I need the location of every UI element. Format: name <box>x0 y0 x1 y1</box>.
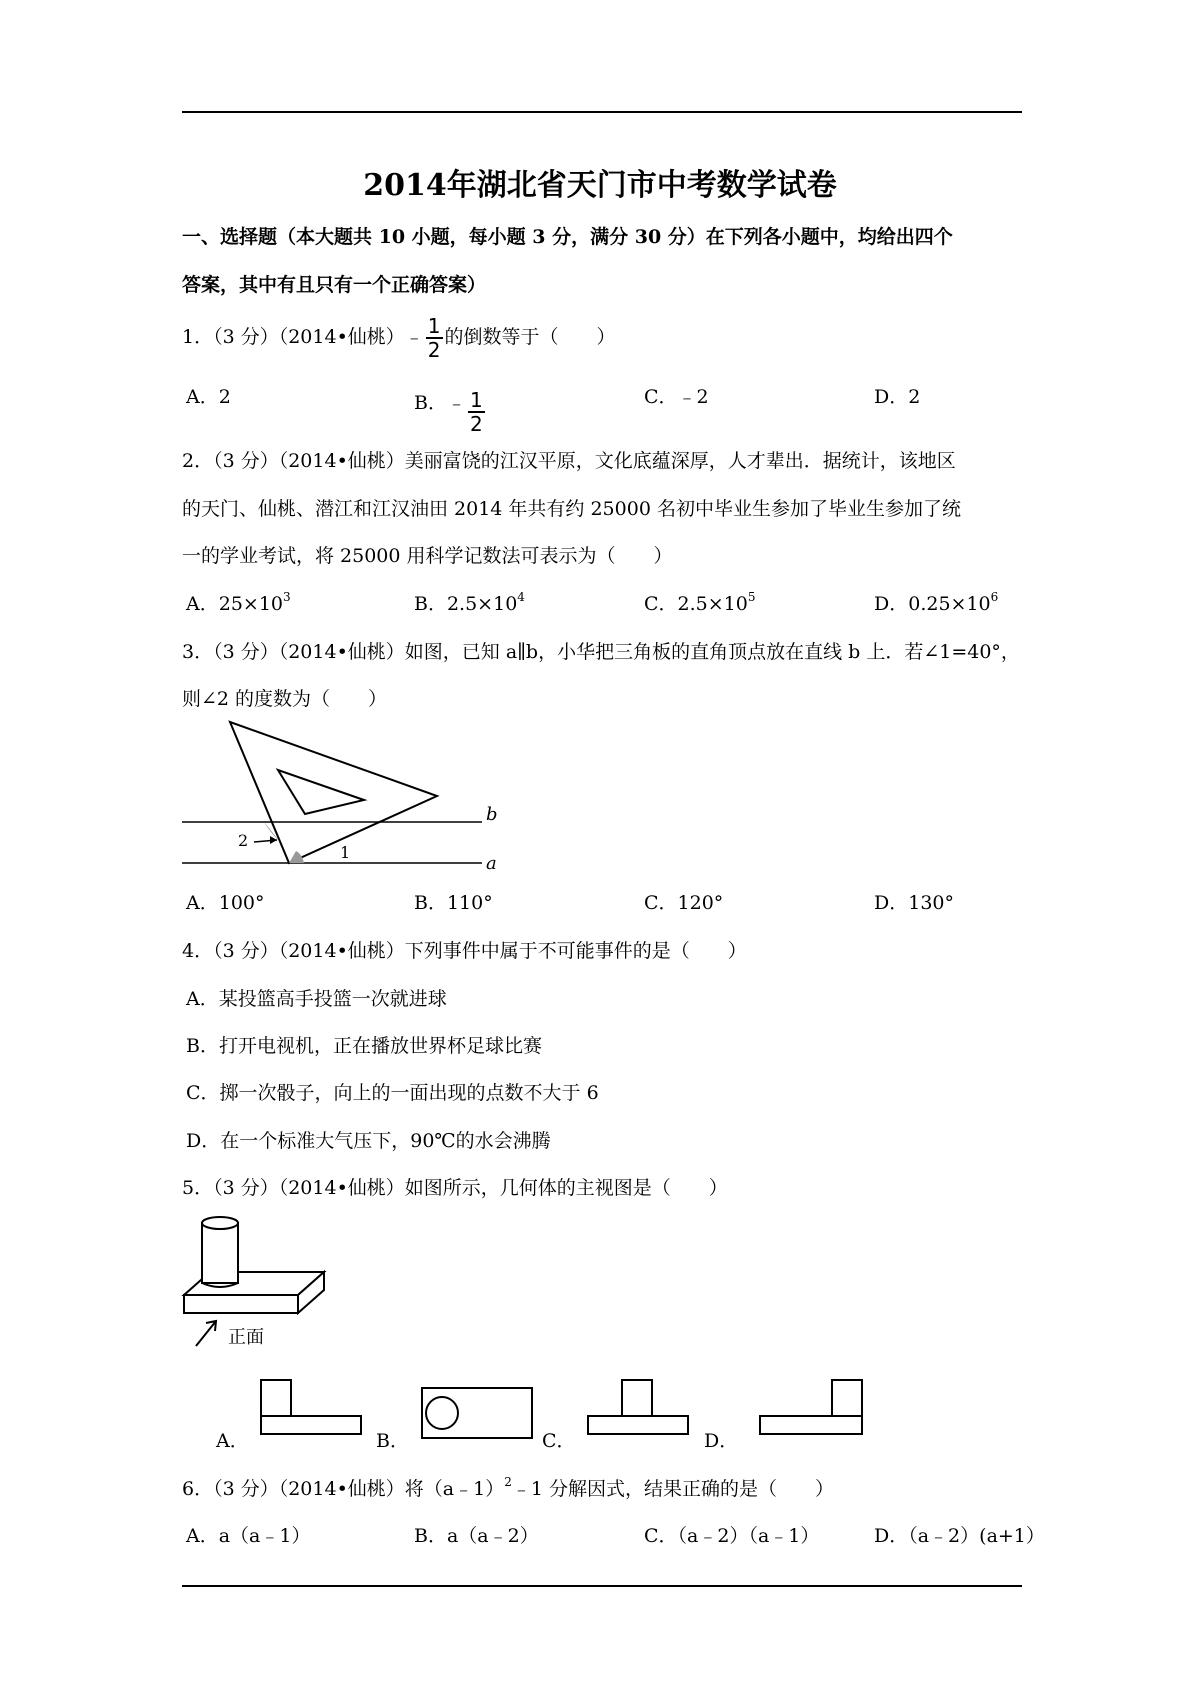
q5-option-b-label[interactable]: B． <box>376 1430 409 1452</box>
question-1-stem: 1．（3 分）（2014•仙桃）﹣ $\frac{1}{2}$ 的倒数等于（ ） <box>182 314 616 362</box>
q3-option-a[interactable]: A．100° <box>186 892 265 914</box>
question-2-stem-line2: 的天门、仙桃、潜江和江汉油田 2014 年共有约 25000 名初中毕业生参加了毕业生参加了统 <box>182 498 961 520</box>
question-3-stem-line2: 则∠2 的度数为（ ） <box>182 688 388 710</box>
q5-option-a-figure[interactable] <box>258 1378 368 1448</box>
cylinder-top <box>202 1217 238 1229</box>
q2-option-b[interactable]: B．$2.5\times 10^4$ <box>414 590 525 615</box>
fraction: $\frac{1}{2}$ <box>427 314 441 362</box>
triangle-ruler-figure <box>180 712 520 882</box>
q5-option-c-figure[interactable] <box>586 1378 696 1448</box>
label-a: a <box>486 853 497 874</box>
q2-option-a[interactable]: A．$25\times 10^3$ <box>186 590 291 615</box>
page-title: 2014年湖北省天门市中考数学试卷 <box>363 168 837 203</box>
top-rule <box>182 111 1022 113</box>
q1-option-d[interactable]: D．2 <box>874 386 921 408</box>
q3-option-b[interactable]: B．110° <box>414 892 493 914</box>
q5-option-a-label[interactable]: A． <box>216 1430 249 1452</box>
cylinder-body <box>202 1223 238 1283</box>
solid-figure <box>180 1215 330 1355</box>
q2-option-c[interactable]: C．$2.5\times 10^5$ <box>644 590 756 615</box>
q4-option-d[interactable]: D．在一个标准大气压下，90℃的水会沸腾 <box>186 1130 551 1152</box>
front-label: 正面 <box>228 1327 264 1348</box>
section-heading-line2: 答案，其中有且只有一个正确答案） <box>182 274 487 296</box>
q5-option-b-figure[interactable] <box>420 1386 540 1446</box>
q6-option-a[interactable]: A．a（a﹣1） <box>186 1525 311 1547</box>
q4-option-a[interactable]: A．某投篮高手投篮一次就进球 <box>186 988 447 1010</box>
q1-option-a[interactable]: A．2 <box>186 386 231 408</box>
q3-option-c[interactable]: C．120° <box>644 892 724 914</box>
triangle-ruler-inner <box>278 770 364 814</box>
label-2: 2 <box>238 831 249 850</box>
q5-option-d-label[interactable]: D． <box>704 1430 739 1452</box>
q4-option-c[interactable]: C．掷一次骰子，向上的一面出现的点数不大于 6 <box>186 1082 599 1104</box>
question-3-stem-line1: 3．（3 分）（2014•仙桃）如图，已知 a∥b，小华把三角板的直角顶点放在直线 b 上．若∠1=40°， <box>182 641 1020 663</box>
q1-option-c[interactable]: C．﹣2 <box>644 386 709 408</box>
question-6-stem: 6．（3 分）（2014•仙桃）将（a﹣1）$^2$﹣1 分解因式，结果正确的是（ ） <box>182 1475 834 1500</box>
q6-option-c[interactable]: C．（a﹣2）（a﹣1） <box>644 1525 820 1547</box>
q6-option-d[interactable]: D．（a﹣2）(a+1） <box>874 1525 1045 1547</box>
front-arrow-icon <box>196 1321 216 1346</box>
q3-option-d[interactable]: D．130° <box>874 892 954 914</box>
q4-option-b[interactable]: B．打开电视机，正在播放世界杯足球比赛 <box>186 1035 542 1057</box>
label-b: b <box>486 804 498 825</box>
question-5-stem: 5．（3 分）（2014•仙桃）如图所示，几何体的主视图是（ ） <box>182 1177 728 1199</box>
q2-option-d[interactable]: D．$0.25\times 10^6$ <box>874 590 999 615</box>
angle-1-mark <box>289 851 304 863</box>
fraction: $\frac{1}{2}$ <box>469 388 483 436</box>
section-heading-line1: 一、选择题（本大题共 10 小题，每小题 3 分，满分 30 分）在下列各小题中，均给出四个 <box>182 226 953 248</box>
bottom-rule <box>182 1585 1022 1587</box>
q1-option-b[interactable]: B．﹣ $\frac{1}{2}$ <box>414 388 483 436</box>
question-4-stem: 4．（3 分）（2014•仙桃）下列事件中属于不可能事件的是（ ） <box>182 940 747 962</box>
q5-option-d-figure[interactable] <box>752 1378 872 1448</box>
question-2-stem-line3: 一的学业考试，将 25000 用科学记数法可表示为（ ） <box>182 545 673 567</box>
plate-front <box>184 1295 298 1313</box>
q5-option-c-label[interactable]: C． <box>542 1430 576 1452</box>
question-2-stem-line1: 2．（3 分）（2014•仙桃）美丽富饶的江汉平原，文化底蕴深厚，人才辈出．据统计，该地区 <box>182 450 956 472</box>
q6-option-b[interactable]: B．a（a﹣2） <box>414 1525 539 1547</box>
label-1: 1 <box>340 843 351 862</box>
